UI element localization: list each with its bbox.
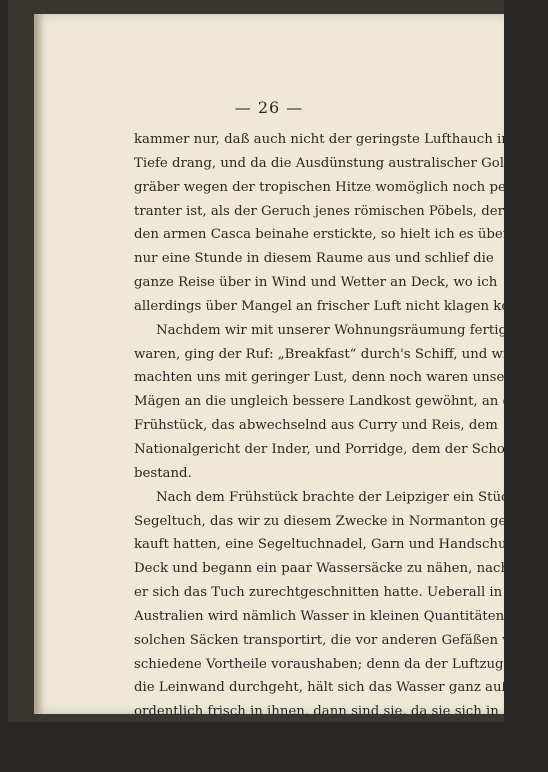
text-line: ganze Reise über in Wind und Wetter an Deck, wo ich [134,275,498,291]
book-page [34,14,548,767]
text-line: die Leinwand durchgeht, hält sich das Wasser ganz außer- [134,680,530,696]
text-line: Segeltuch, das wir zu diesem Zwecke in Normanton ge- [134,513,511,529]
text-line: er sich das Tuch zurechtgeschnitten hatte. Ueberall in [134,585,503,601]
text-line: bestand. [134,465,192,481]
text-line: kammer nur, daß auch nicht der geringste Lufthauch in ihre [134,132,542,147]
text-line: lassen, und auch wegen der Leichtigkeit ihres Materials viel [134,751,543,767]
text-line: nur eine Stunde in diesem Raume aus und schlief die [134,251,494,267]
page-number: — 26 — [234,98,304,117]
text-line: Nach dem Frühstück brachte der Leipziger ein Stück [156,489,517,505]
text-line: Nachdem wir mit unserer Wohnungsräumung fertig [156,322,508,338]
text-line: ordentlich frisch in ihnen, dann sind sie, da sie sich in [134,704,499,720]
text-line: kauft hatten, eine Segeltuchnadel, Garn und Handschuh an [134,537,536,553]
text-line: allerdings über Mangel an frischer Luft nicht klagen konnte. [134,298,544,314]
text-line: tranter ist, als der Geruch jenes römischen Pöbels, der [134,203,504,219]
text-line: den armen Casca beinahe erstickte, so hielt ich es überhaupt [134,227,548,243]
body-text [134,128,548,772]
text-line: Mägen an die ungleich bessere Landkost gewöhnt, an das [134,394,526,410]
text-line: solchen Säcken transportirt, die vor anderen Gefäßen ver- [134,632,529,648]
text-line: machten uns mit geringer Lust, denn noch waren unsere [134,370,519,386]
text-line: waren, ging der Ruf: „Breakfast“ durch's Schiff, und wir [134,346,514,362]
text-line: Tiefe drang, und da die Ausdünstung australischer Gold- [134,155,518,171]
text-line: Australien wird nämlich Wasser in kleinen Quantitäten in [134,608,522,624]
text-line: Deck und begann ein paar Wassersäcke zu nähen, nachdem [134,561,539,577]
text-line: schiedene Vortheile voraushaben; denn da der Luftzug durch [134,656,548,672]
text-line: beliebige Gestalt drücken, und wenn leer, zusammenrollen [134,728,532,744]
page-gutter-shadow [34,14,44,714]
text-line: Nationalgericht der Inder, und Porridge, dem der Schotten, [134,441,537,457]
text-line: Frühstück, das abwechselnd aus Curry und Reis, dem [134,418,498,434]
text-line: gräber wegen der tropischen Hitze womöglich noch pene- [134,179,527,195]
